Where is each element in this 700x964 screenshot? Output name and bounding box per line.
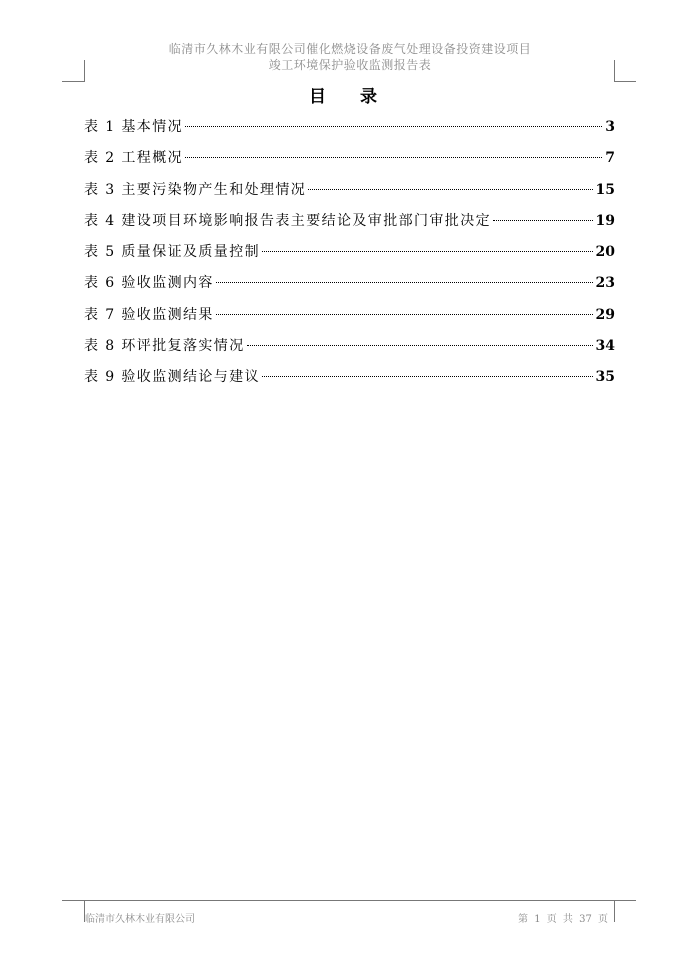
crop-mark [614, 81, 636, 82]
footer-page-number: 第 1 页 共 37 页 [518, 914, 608, 925]
toc-entry-label: 表 9 验收监测结论与建议 [84, 369, 261, 386]
toc-title: 目 录 [309, 87, 391, 107]
toc-entry[interactable] [84, 366, 615, 397]
dot-leader [493, 220, 593, 221]
dot-leader [216, 282, 593, 283]
toc-entry-label: 表 2 工程概况 [84, 150, 184, 167]
crop-mark [614, 900, 615, 922]
toc-entry[interactable] [84, 179, 615, 210]
toc-entry[interactable] [84, 210, 615, 241]
toc-entry-label: 表 1 基本情况 [84, 119, 184, 135]
footer-company: 临清市久林木业有限公司 [85, 914, 195, 925]
table-of-contents [84, 116, 615, 398]
dot-leader [262, 251, 593, 252]
toc-entry-page: 19 [595, 212, 615, 229]
toc-entry-label: 表 5 质量保证及质量控制 [84, 244, 261, 261]
dot-leader [185, 157, 602, 158]
toc-entry-page: 7 [605, 150, 615, 167]
dot-leader [247, 345, 593, 346]
toc-entry-label: 表 3 主要污染物产生和处理情况 [84, 181, 307, 198]
toc-entry-label: 表 8 环评批复落实情况 [84, 338, 245, 355]
toc-entry-page: 20 [595, 244, 615, 261]
dot-leader [308, 189, 592, 190]
header-line-2: 竣工环境保护验收监测报告表 [268, 58, 432, 72]
toc-entry[interactable] [84, 147, 615, 178]
page-header [85, 41, 615, 73]
toc-entry[interactable] [84, 241, 615, 272]
crop-mark [62, 900, 84, 901]
toc-entry-page: 15 [595, 181, 615, 198]
toc-entry-label: 表 7 验收监测结果 [84, 306, 214, 323]
crop-mark [62, 81, 84, 82]
dot-leader [216, 314, 593, 315]
dot-leader [185, 126, 602, 127]
toc-entry[interactable] [84, 335, 615, 366]
toc-entry[interactable] [84, 304, 615, 335]
dot-leader [262, 376, 593, 377]
toc-entry-label: 表 6 验收监测内容 [84, 275, 214, 292]
toc-entry-page: 29 [595, 306, 615, 323]
crop-mark [614, 900, 636, 901]
toc-entry-page: 3 [605, 119, 615, 135]
toc-entry-page: 23 [595, 275, 615, 292]
header-line-1: 临清市久林木业有限公司催化燃烧设备废气处理设备投资建设项目 [168, 42, 532, 56]
toc-entry-page: 35 [595, 369, 615, 386]
toc-entry-label: 表 4 建设项目环境影响报告表主要结论及审批部门审批决定 [84, 212, 492, 229]
footer-rule [84, 900, 615, 901]
toc-entry[interactable] [84, 116, 615, 147]
toc-entry-page: 34 [595, 338, 615, 355]
toc-entry[interactable] [84, 272, 615, 303]
